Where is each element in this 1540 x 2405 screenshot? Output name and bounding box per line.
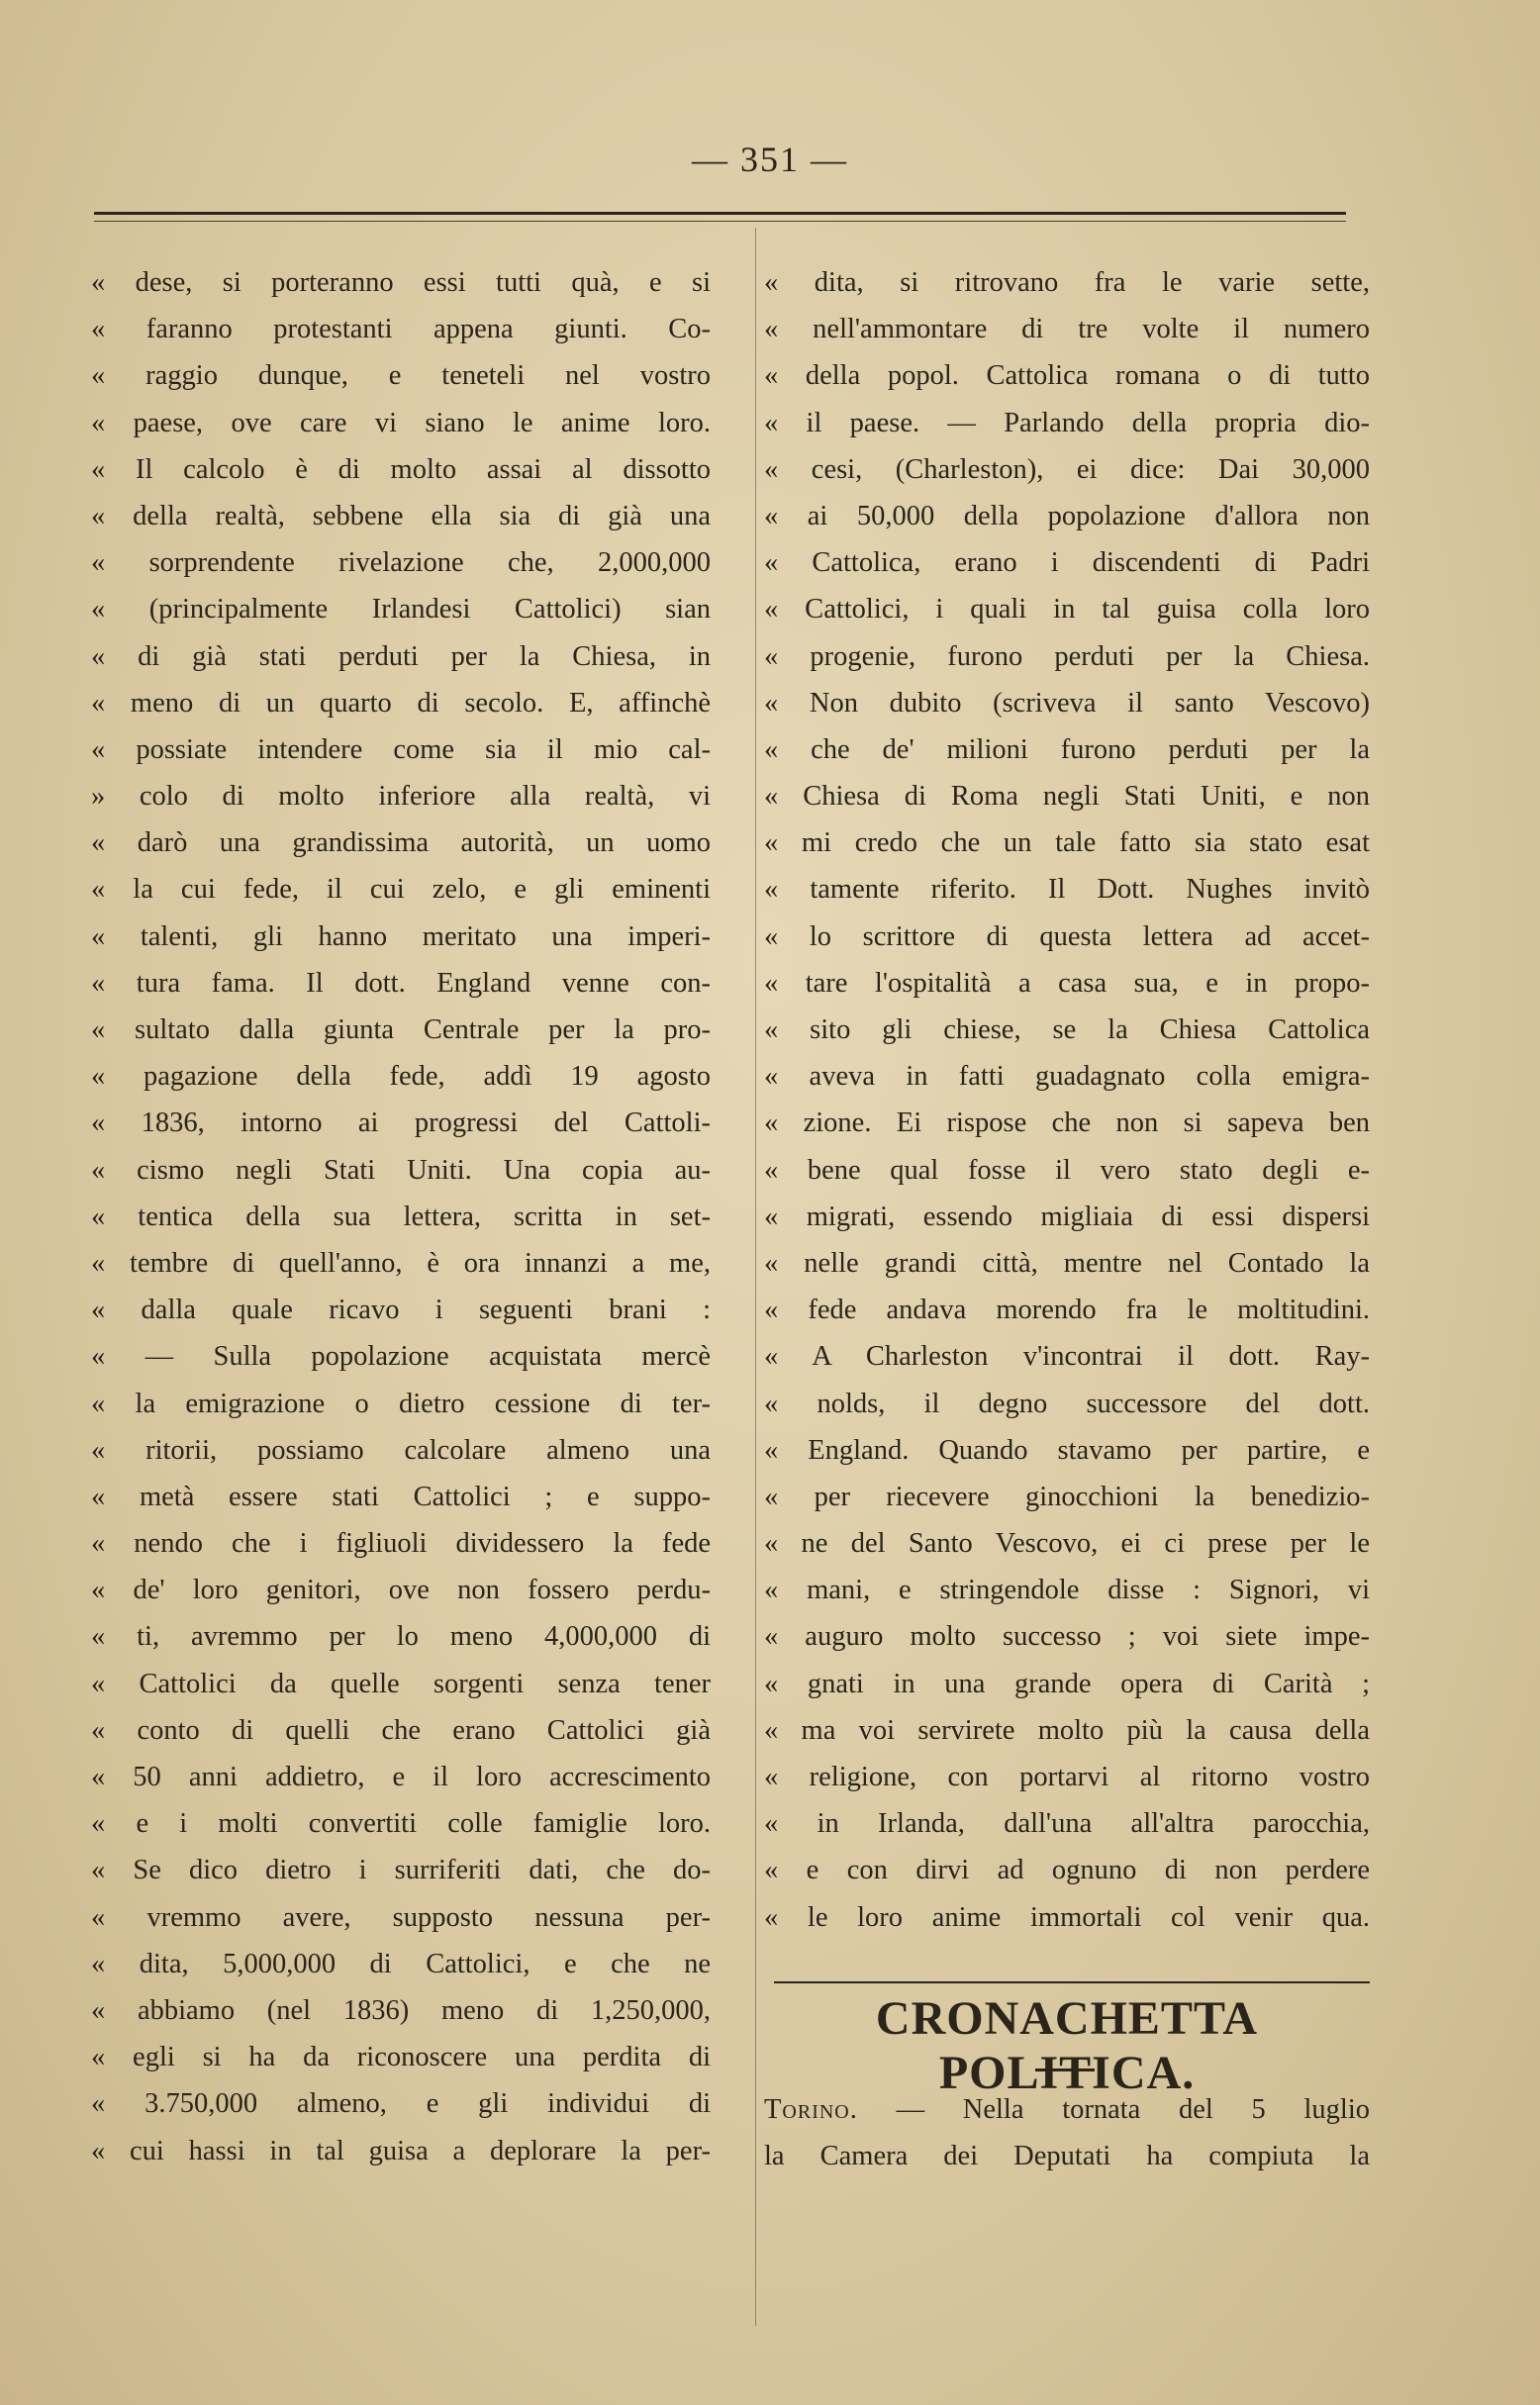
text-line: « sultato dalla giunta Centrale per la pro- — [91, 1014, 711, 1045]
text-line: « migrati, essendo migliaia di essi dispersi — [764, 1201, 1370, 1232]
text-line: « zione. Ei rispose che non si sapeva ben — [764, 1107, 1370, 1139]
section-title: CRONACHETTA POLITICA. — [875, 1992, 1259, 2099]
header-rule-thin — [94, 221, 1346, 222]
text-line: « — Sulla popolazione acquistata mercè — [91, 1341, 711, 1373]
text-line: « Cattolica, erano i discendenti di Padri — [764, 547, 1370, 579]
text-line: « Se dico dietro i surriferiti dati, che do- — [91, 1855, 711, 1886]
text-line: « religione, con portarvi al ritorno vostro — [764, 1762, 1370, 1792]
text-line: « 3.750,000 almeno, e gli individui di — [91, 2088, 711, 2120]
text-line: « metà essere stati Cattolici ; e suppo- — [91, 1481, 711, 1512]
text-line: « 50 anni addietro, e il loro accrescimento — [91, 1762, 711, 1792]
text-line: « Non dubito (scriveva il santo Vescovo) — [764, 687, 1370, 719]
text-line: « ritorii, possiamo calcolare almeno una — [91, 1434, 711, 1466]
text-line: « dita, 5,000,000 di Cattolici, e che ne — [91, 1948, 711, 1979]
text-line: « meno di un quarto di secolo. E, affinchè — [91, 687, 711, 719]
text-line: « in Irlanda, dall'una all'altra parocchia, — [764, 1808, 1370, 1840]
text-line: « pagazione della fede, addì 19 agosto — [91, 1061, 711, 1093]
text-line: « mani, e stringendole disse : Signori, vi — [764, 1575, 1370, 1606]
text-line: « ma voi servirete molto più la causa della — [764, 1714, 1370, 1746]
text-line: « vremmo avere, supposto nessuna per- — [91, 1901, 711, 1933]
text-line: « e con dirvi ad ognuno di non perdere — [764, 1855, 1370, 1886]
text-line: « ti, avremmo per lo meno 4,000,000 di — [91, 1621, 711, 1653]
text-line: « della realtà, sebbene ella sia di già una — [91, 500, 711, 531]
text-line: « Cattolici da quelle sorgenti senza tener — [91, 1668, 711, 1699]
page-number: — 351 — — [692, 140, 848, 179]
text-line: « faranno protestanti appena giunti. Co- — [91, 314, 711, 345]
text-line: « tare l'ospitalità a casa sua, e in propo- — [764, 967, 1370, 999]
text-line: « de' loro genitori, ove non fossero perdu- — [91, 1575, 711, 1606]
text-line: « le loro anime immortali col venir qua. — [764, 1901, 1370, 1933]
text-line: « e i molti convertiti colle famiglie loro. — [91, 1808, 711, 1840]
text-line: « (principalmente Irlandesi Cattolici) sian — [91, 594, 711, 625]
text-line: « il paese. — Parlando della propria dio- — [764, 407, 1370, 438]
right-column — [764, 259, 1370, 1941]
text-line: « la cui fede, il cui zelo, e gli eminenti — [91, 874, 711, 906]
text-line: « possiate intendere come sia il mio cal- — [91, 733, 711, 765]
text-line: « progenie, furono perduti per la Chiesa. — [764, 640, 1370, 672]
text-line: « lo scrittore di questa lettera ad accet- — [764, 920, 1370, 952]
text-line: « Cattolici, i quali in tal guisa colla loro — [764, 594, 1370, 625]
text-line: « England. Quando stavamo per partire, e — [764, 1434, 1370, 1466]
text-line: « Il calcolo è di molto assai al dissotto — [91, 453, 711, 485]
text-line: « tura fama. Il dott. England venne con- — [91, 967, 711, 999]
section-separator — [774, 1981, 1370, 1983]
text-line: « sito gli chiese, se la Chiesa Cattolica — [764, 1014, 1370, 1045]
text-line: « tembre di quell'anno, è ora innanzi a me, — [91, 1247, 711, 1279]
text-line: « paese, ove care vi siano le anime loro. — [91, 407, 711, 438]
text-line: « tentica della sua lettera, scritta in set- — [91, 1201, 711, 1232]
text-line: « darò una grandissima autorità, un uomo — [91, 827, 711, 859]
text-line: « auguro molto successo ; voi siete impe- — [764, 1621, 1370, 1653]
text-line: » colo di molto inferiore alla realtà, vi — [91, 781, 711, 813]
text-line: « dalla quale ricavo i seguenti brani : — [91, 1295, 711, 1326]
cronaca-text — [764, 2086, 1370, 2179]
text-line: « la emigrazione o dietro cessione di ter- — [91, 1388, 711, 1419]
text-line: « fede andava morendo fra le moltitudini. — [764, 1295, 1370, 1326]
text-line: « dita, si ritrovano fra le varie sette, — [764, 267, 1370, 298]
text-line: « dese, si porteranno essi tutti quà, e si — [91, 267, 711, 298]
text-line: « talenti, gli hanno meritato una imperi- — [91, 920, 711, 952]
text-line: « ai 50,000 della popolazione d'allora non — [764, 500, 1370, 531]
text-line: « nolds, il degno successore del dott. — [764, 1388, 1370, 1419]
cronaca-city: Torino. — [764, 2094, 858, 2125]
text-line: « abbiamo (nel 1836) meno di 1,250,000, — [91, 1994, 711, 2026]
text-line: « nell'ammontare di tre volte il numero — [764, 314, 1370, 345]
text-line: « bene qual fosse il vero stato degli e- — [764, 1154, 1370, 1186]
text-line: « cesi, (Charleston), ei dice: Dai 30,000 — [764, 453, 1370, 485]
text-line: « che de' milioni furono perduti per la — [764, 733, 1370, 765]
text-line: « 1836, intorno ai progressi del Cattoli- — [91, 1107, 711, 1139]
title-underline — [1035, 2068, 1095, 2071]
left-column — [91, 259, 711, 2174]
text-line: « nelle grandi città, mentre nel Contado la — [764, 1247, 1370, 1279]
text-line: « egli si ha da riconoscere una perdita di — [91, 2042, 711, 2073]
text-line: « della popol. Cattolica romana o di tutto — [764, 360, 1370, 392]
text-line: « cui hassi in tal guisa a deplorare la per- — [91, 2135, 711, 2166]
text-line: « gnati in una grande opera di Carità ; — [764, 1668, 1370, 1699]
text-line: « aveva in fatti guadagnato colla emigra- — [764, 1061, 1370, 1093]
text-line: « per riecevere ginocchioni la benedizio- — [764, 1481, 1370, 1512]
text-line: « conto di quelli che erano Cattolici già — [91, 1714, 711, 1746]
cronaca-line1-rest: — Nella tornata del 5 luglio — [857, 2094, 1370, 2125]
text-line: « ne del Santo Vescovo, ei ci prese per le — [764, 1528, 1370, 1560]
text-line: « A Charleston v'incontrai il dott. Ray- — [764, 1341, 1370, 1373]
text-line: « tamente riferito. Il Dott. Nughes invitò — [764, 874, 1370, 906]
text-line: « raggio dunque, e teneteli nel vostro — [91, 360, 711, 392]
text-line: « nendo che i figliuoli dividessero la fede — [91, 1528, 711, 1560]
column-divider — [755, 228, 756, 2326]
cronaca-line: la Camera dei Deputati ha compiuta la — [764, 2141, 1370, 2172]
text-line: « cismo negli Stati Uniti. Una copia au- — [91, 1154, 711, 1186]
cronaca-line — [764, 2086, 1370, 2133]
text-line: « Chiesa di Roma negli Stati Uniti, e non — [764, 781, 1370, 813]
text-line: « mi credo che un tale fatto sia stato esat — [764, 827, 1370, 859]
text-line: « sorprendente rivelazione che, 2,000,000 — [91, 547, 711, 579]
header-rule — [94, 212, 1346, 215]
text-line: « di già stati perduti per la Chiesa, in — [91, 640, 711, 672]
